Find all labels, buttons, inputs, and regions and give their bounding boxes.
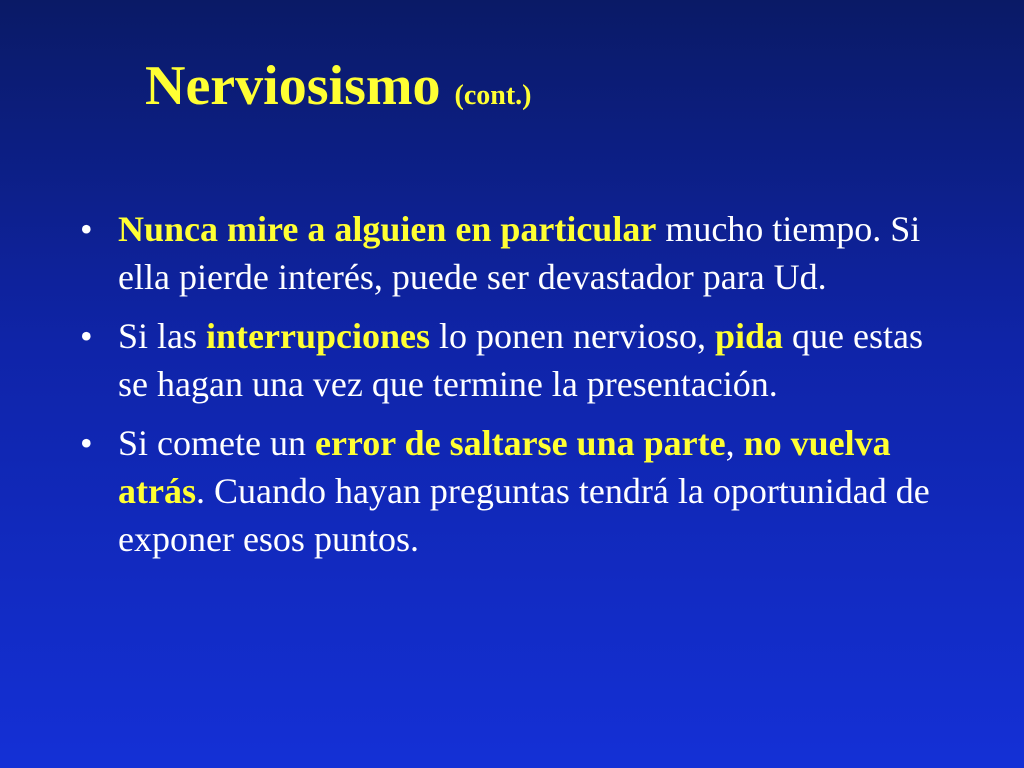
bullet-item — [80, 419, 960, 563]
bullet-list — [80, 205, 960, 574]
bullet-item — [80, 312, 960, 408]
slide-title-sub: (cont.) — [454, 80, 532, 111]
bullet-highlight: no vuelva atrás — [118, 423, 891, 511]
bullet-highlight: Nunca mire a alguien en particular — [118, 209, 657, 249]
bullet-icon: • — [80, 316, 93, 356]
bullet-plain: , — [725, 423, 744, 463]
bullet-plain: lo ponen nervioso, — [430, 316, 715, 356]
bullet-item — [80, 205, 960, 301]
bullet-text — [118, 423, 930, 559]
bullet-highlight: pida — [714, 316, 784, 356]
slide-title-main: Nerviosismo — [145, 55, 441, 117]
bullet-icon: • — [80, 423, 93, 463]
bullet-plain: que estas se hagan una vez que termine la presentación. — [118, 316, 923, 404]
bullet-text — [118, 209, 920, 297]
bullet-plain: Si las — [118, 316, 207, 356]
bullet-highlight: interrupciones — [206, 316, 430, 356]
bullet-plain: mucho tiempo. Si ella pierde interés, puede ser devastador para Ud. — [118, 209, 921, 297]
bullet-plain: . Cuando hayan preguntas tendrá la oportunidad de exponer esos puntos. — [118, 471, 930, 559]
slide-title — [145, 55, 532, 117]
bullet-plain: Si comete un — [118, 423, 315, 463]
bullet-text — [118, 316, 923, 404]
bullet-icon: • — [80, 209, 93, 249]
bullet-highlight: error de saltarse una parte — [314, 423, 726, 463]
